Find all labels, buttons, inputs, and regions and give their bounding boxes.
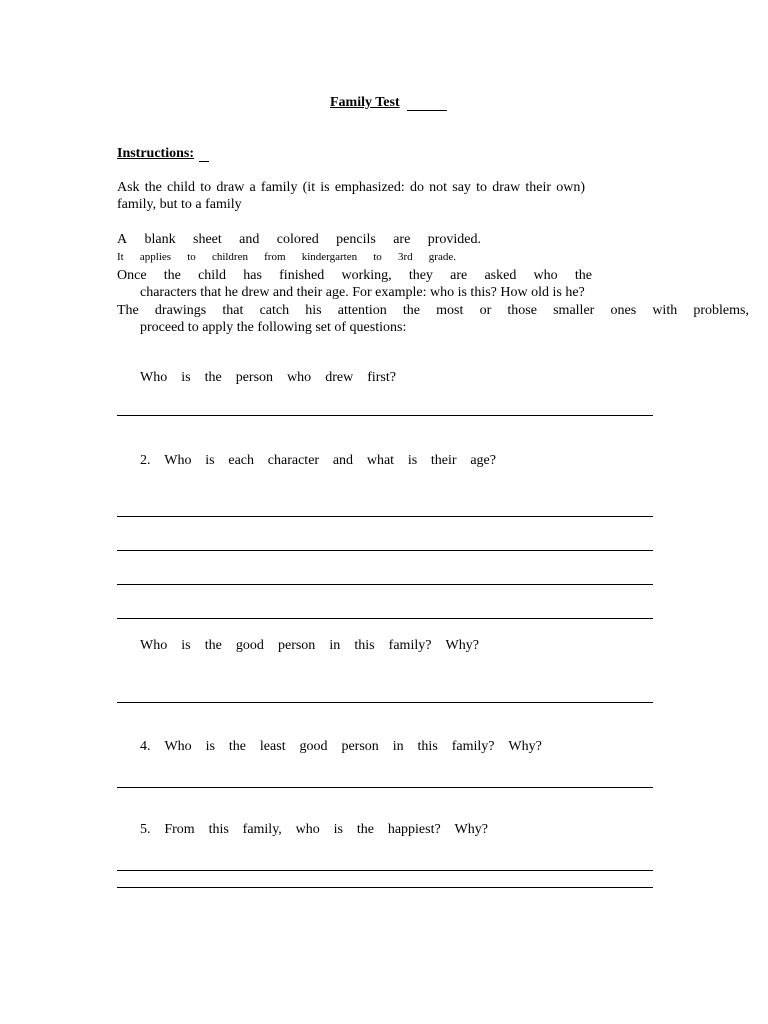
question-3: Who is the good person in this family? Why?	[140, 638, 479, 653]
answer-line-q3[interactable]	[117, 702, 653, 703]
title-underline-rule	[407, 110, 447, 111]
question-5: 5. From this family, who is the happiest? Why?	[140, 822, 488, 837]
drawings-line-1: The drawings that catch his attention the most or those smaller ones with problems,	[117, 303, 749, 318]
intro-line-1: Ask the child to draw a family (it is emphasized: do not say to draw their own)	[117, 180, 585, 195]
materials-line: A blank sheet and colored pencils are provided.	[117, 232, 481, 247]
instructions-underline-rule	[199, 161, 209, 162]
once-line-1: Once the child has finished working, they are asked who the	[117, 268, 592, 283]
once-line-2: characters that he drew and their age. For example: who is this? How old is he?	[140, 285, 585, 300]
drawings-line-2: proceed to apply the following set of questions:	[140, 320, 407, 335]
answer-line-q4[interactable]	[117, 787, 653, 788]
question-1: Who is the person who drew first?	[140, 370, 396, 385]
question-4: 4. Who is the least good person in this family? Why?	[140, 739, 542, 754]
answer-line-q5-1[interactable]	[117, 870, 653, 871]
page-title: Family Test	[330, 95, 400, 110]
intro-line-2: family, but to a family	[117, 197, 242, 212]
answer-line-q2-2[interactable]	[117, 550, 653, 551]
applies-line: It applies to children from kindergarten to 3rd grade.	[117, 251, 456, 263]
question-2: 2. Who is each character and what is their age?	[140, 453, 496, 468]
answer-line-q2-1[interactable]	[117, 516, 653, 517]
instructions-heading: Instructions:	[117, 146, 195, 161]
answer-line-q2-4[interactable]	[117, 618, 653, 619]
answer-line-q1[interactable]	[117, 415, 653, 416]
answer-line-q2-3[interactable]	[117, 584, 653, 585]
answer-line-q5-2[interactable]	[117, 887, 653, 888]
